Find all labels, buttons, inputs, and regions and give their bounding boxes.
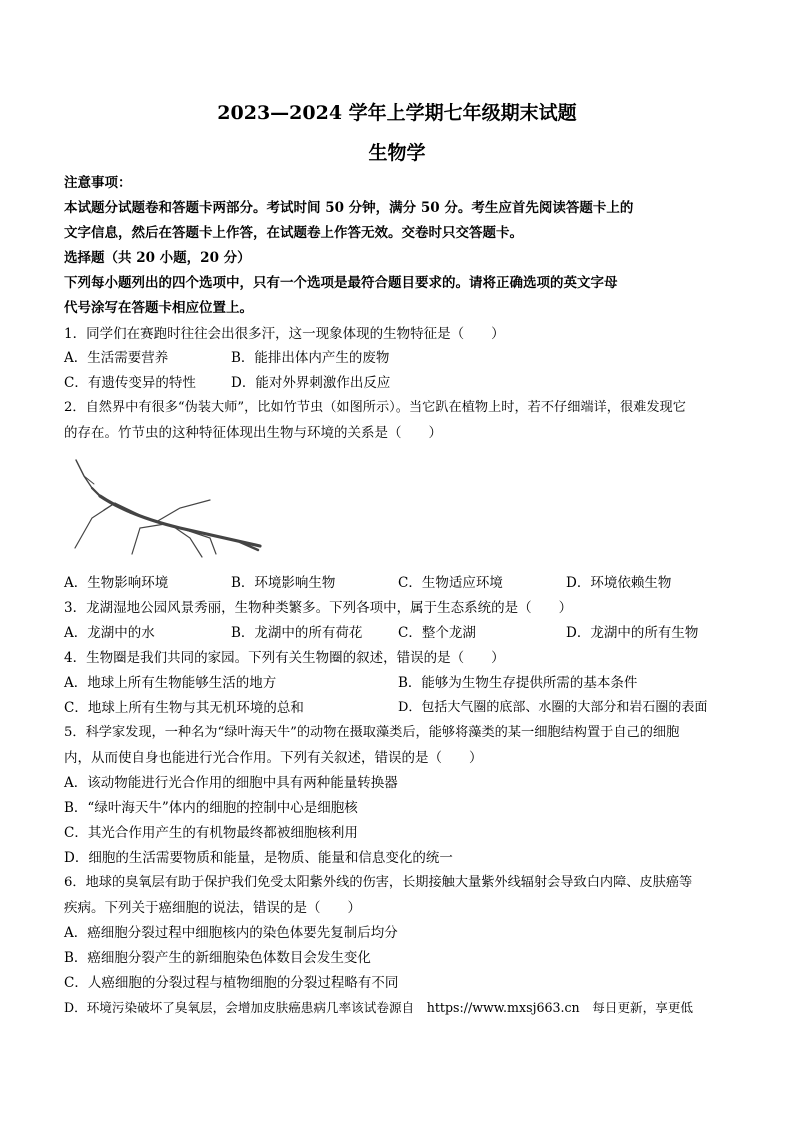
option-b: B．环境影响生物: [231, 575, 336, 591]
option-a: A．癌细胞分裂过程中细胞核内的染色体要先复制后均分: [64, 925, 398, 941]
question-stem: 的存在。竹节虫的这种特征体现出生物与环境的关系是（ ）: [64, 425, 442, 441]
question-stem: 1．同学们在赛跑时往往会出很多汗，这一现象体现的生物特征是（ ）: [64, 326, 505, 342]
option-d: D．能对外界刺激作出反应: [231, 375, 391, 391]
option-d: D．包括大气圈的底部、水圈的大部分和岩石圈的表面: [398, 700, 708, 715]
notice-line: 文字信息，然后在答题卡上作答，在试题卷上作答无效。交卷时只交答题卡。: [64, 225, 523, 241]
option-a: A．龙湖中的水: [64, 625, 155, 641]
notice-line: 本试题分试题卷和答题卡两部分。考试时间 50 分钟，满分 50 分。考生应首先阅读答题卡上的: [64, 200, 634, 216]
question-stem: 内，从而使自身也能进行光合作用。下列有关叙述，错误的是（ ）: [64, 750, 483, 766]
section-instruction: 下列每小题列出的四个选项中，只有一个选项是最符合题目要求的。请将正确选项的英文字母: [64, 275, 618, 291]
option-b: B．能排出体内产生的废物: [231, 350, 390, 366]
option-c: C．地球上所有生物与其无机环境的总和: [64, 700, 304, 716]
question-stem: 4．生物圈是我们共同的家园。下列有关生物圈的叙述，错误的是（ ）: [64, 650, 505, 666]
section-heading: 选择题（共 20 小题，20 分）: [64, 250, 251, 266]
option-a: A．该动物能进行光合作用的细胞中具有两种能量转换器: [64, 775, 398, 791]
question-stem: 2．自然界中有很多“伪装大师”，比如竹节虫（如图所示）。当它趴在植物上时，若不仔细端详，很难发现它: [64, 400, 686, 415]
option-d: D．细胞的生活需要物质和能量，是物质、能量和信息变化的统一: [64, 850, 453, 866]
option-d: D．环境依赖生物: [566, 575, 672, 591]
option-a: A．生活需要营养: [64, 350, 169, 366]
option-b: B．癌细胞分裂产生的新细胞染色体数目会发生变化: [64, 950, 371, 966]
stick-insect-illustration: [70, 458, 265, 558]
question-stem: 疾病。下列关于癌细胞的说法，错误的是（ ）: [64, 900, 361, 916]
option-d: D．龙湖中的所有生物: [566, 625, 699, 641]
option-c: C．其光合作用产生的有机物最终都被细胞核利用: [64, 825, 358, 841]
question-stem: 6．地球的臭氧层有助于保护我们免受太阳紫外线的伤害，长期接触大量紫外线辐射会导致白内障、皮肤癌等: [64, 875, 693, 890]
option-d: D．环境污染破坏了臭氧层，会增加皮肤癌患病几率该试卷源自 https://www.mxsj663.cn 每日更新，享更低: [64, 1000, 694, 1015]
notice-heading: 注意事项：: [64, 175, 132, 191]
option-b: B．龙湖中的所有荷花: [231, 625, 363, 641]
section-instruction: 代号涂写在答题卡相应位置上。: [64, 300, 253, 316]
option-c: C．生物适应环境: [398, 575, 503, 591]
exam-title: 2023—2024 学年上学期七年级期末试题: [217, 102, 577, 124]
option-a: A．地球上所有生物能够生活的地方: [64, 675, 277, 691]
question-stem: 5．科学家发现，一种名为“绿叶海天牛”的动物在摄取藻类后，能够将藻类的某一细胞结构置于自己的细胞: [64, 725, 680, 740]
option-c: C．整个龙湖: [398, 625, 476, 641]
question-stem: 3．龙湖湿地公园风景秀丽，生物种类繁多。下列各项中，属于生态系统的是（ ）: [64, 600, 573, 616]
option-b: B．能够为生物生存提供所需的基本条件: [398, 675, 638, 691]
option-c: C．人癌细胞的分裂过程与植物细胞的分裂过程略有不同: [64, 975, 399, 991]
option-a: A．生物影响环境: [64, 575, 169, 591]
option-c: C．有遗传变异的特性: [64, 375, 196, 391]
subject-title: 生物学: [368, 142, 426, 164]
option-b: B．“绿叶海天牛”体内的细胞的控制中心是细胞核: [64, 800, 358, 816]
